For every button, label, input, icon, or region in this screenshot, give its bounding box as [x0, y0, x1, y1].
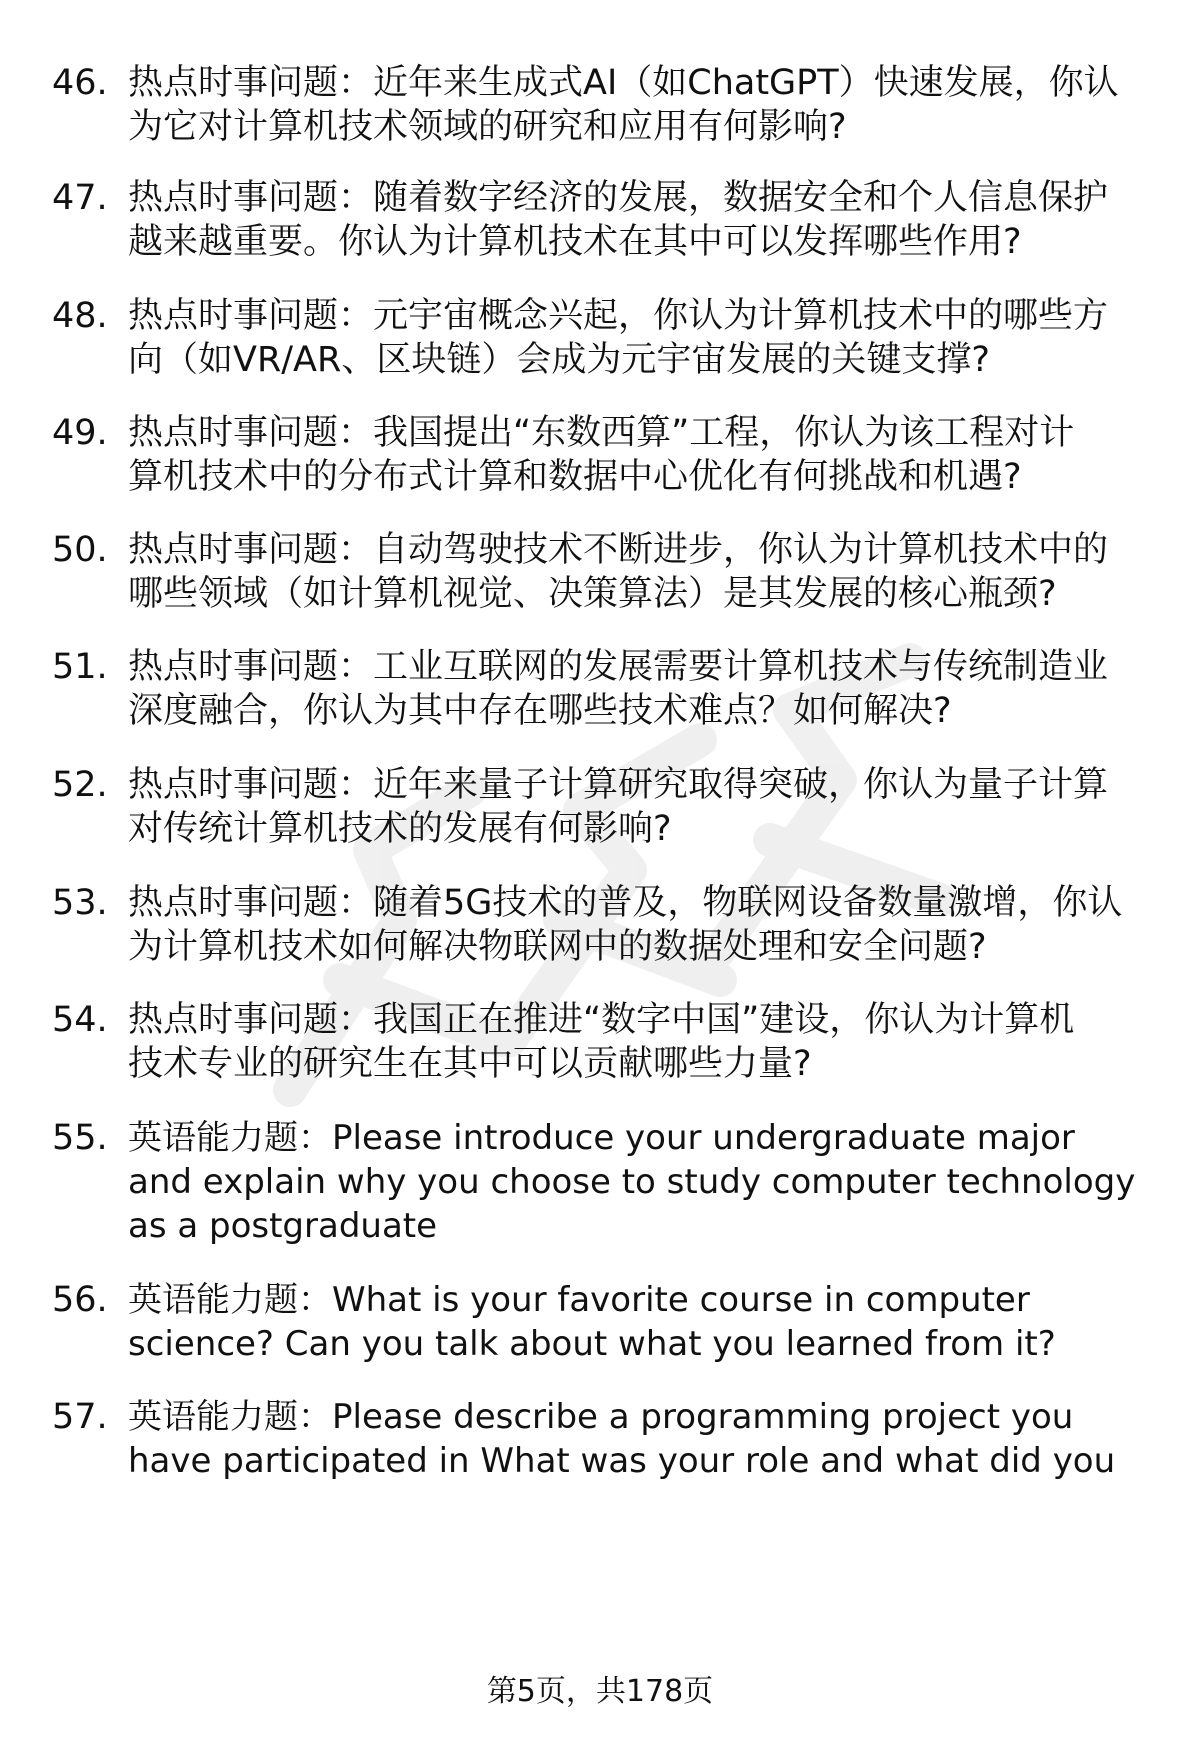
question-text-line: 哪些领域（如计算机视觉、决策算法）是其发展的核心瓶颈?	[128, 574, 1057, 614]
question-text-line: 热点时事问题：我国提出“东数西算”工程，你认为该工程对计	[128, 413, 1075, 453]
question-text-line: 热点时事问题：元宇宙概念兴起，你认为计算机技术中的哪些方	[128, 296, 1109, 336]
question-text-line: 向（如VR/AR、区块链）会成为元宇宙发展的关键支撑?	[128, 340, 990, 380]
page-footer: 第5页，共178页	[486, 1674, 714, 1709]
question-text-line: have participated in What was your role and what did you	[128, 1441, 1116, 1481]
question-number: 57.	[52, 1397, 108, 1437]
question-text-line: 英语能力题：Please describe a programming project you	[128, 1397, 1074, 1437]
question-number: 53.	[52, 883, 108, 923]
question-text-line: science? Can you talk about what you learned from it?	[128, 1324, 1056, 1364]
question-number: 54.	[52, 1000, 108, 1040]
question-number: 50.	[52, 530, 108, 570]
question-text-line: 越来越重要。你认为计算机技术在其中可以发挥哪些作用?	[128, 222, 1022, 262]
question-text-line: 算机技术中的分布式计算和数据中心优化有何挑战和机遇?	[128, 457, 1022, 497]
question-text-line: 技术专业的研究生在其中可以贡献哪些力量?	[128, 1044, 812, 1084]
question-number: 52.	[52, 765, 108, 805]
question-number: 46.	[52, 63, 108, 103]
question-text-line: 对传统计算机技术的发展有何影响?	[128, 809, 672, 849]
question-number: 49.	[52, 413, 108, 453]
question-text-line: 英语能力题：Please introduce your undergraduate major	[128, 1118, 1075, 1158]
question-number: 48.	[52, 296, 108, 336]
question-text-line: as a postgraduate	[128, 1206, 438, 1246]
question-text-line: 热点时事问题：随着5G技术的普及，物联网设备数量激增，你认	[128, 883, 1123, 923]
question-text-line: 深度融合，你认为其中存在哪些技术难点？如何解决?	[128, 691, 952, 731]
question-text-line: 热点时事问题：我国正在推进“数字中国”建设，你认为计算机	[128, 1000, 1075, 1040]
question-text-line: 热点时事问题：工业互联网的发展需要计算机技术与传统制造业	[128, 647, 1109, 687]
question-number: 55.	[52, 1118, 108, 1158]
question-text-line: 热点时事问题：随着数字经济的发展，数据安全和个人信息保护	[128, 178, 1109, 218]
question-text-line: 热点时事问题：近年来量子计算研究取得突破，你认为量子计算	[128, 765, 1109, 805]
question-text-line: and explain why you choose to study computer technology	[128, 1162, 1136, 1202]
question-text-line: 英语能力题：What is your favorite course in computer	[128, 1280, 1030, 1320]
question-number: 51.	[52, 647, 108, 687]
question-text-line: 热点时事问题：近年来生成式AI（如ChatGPT）快速发展，你认	[128, 63, 1119, 103]
question-text-line: 为它对计算机技术领域的研究和应用有何影响?	[128, 107, 847, 147]
question-text-line: 热点时事问题：自动驾驶技术不断进步，你认为计算机技术中的	[128, 530, 1109, 570]
question-text-line: 为计算机技术如何解决物联网中的数据处理和安全问题?	[128, 927, 987, 967]
question-number: 56.	[52, 1280, 108, 1320]
question-number: 47.	[52, 178, 108, 218]
